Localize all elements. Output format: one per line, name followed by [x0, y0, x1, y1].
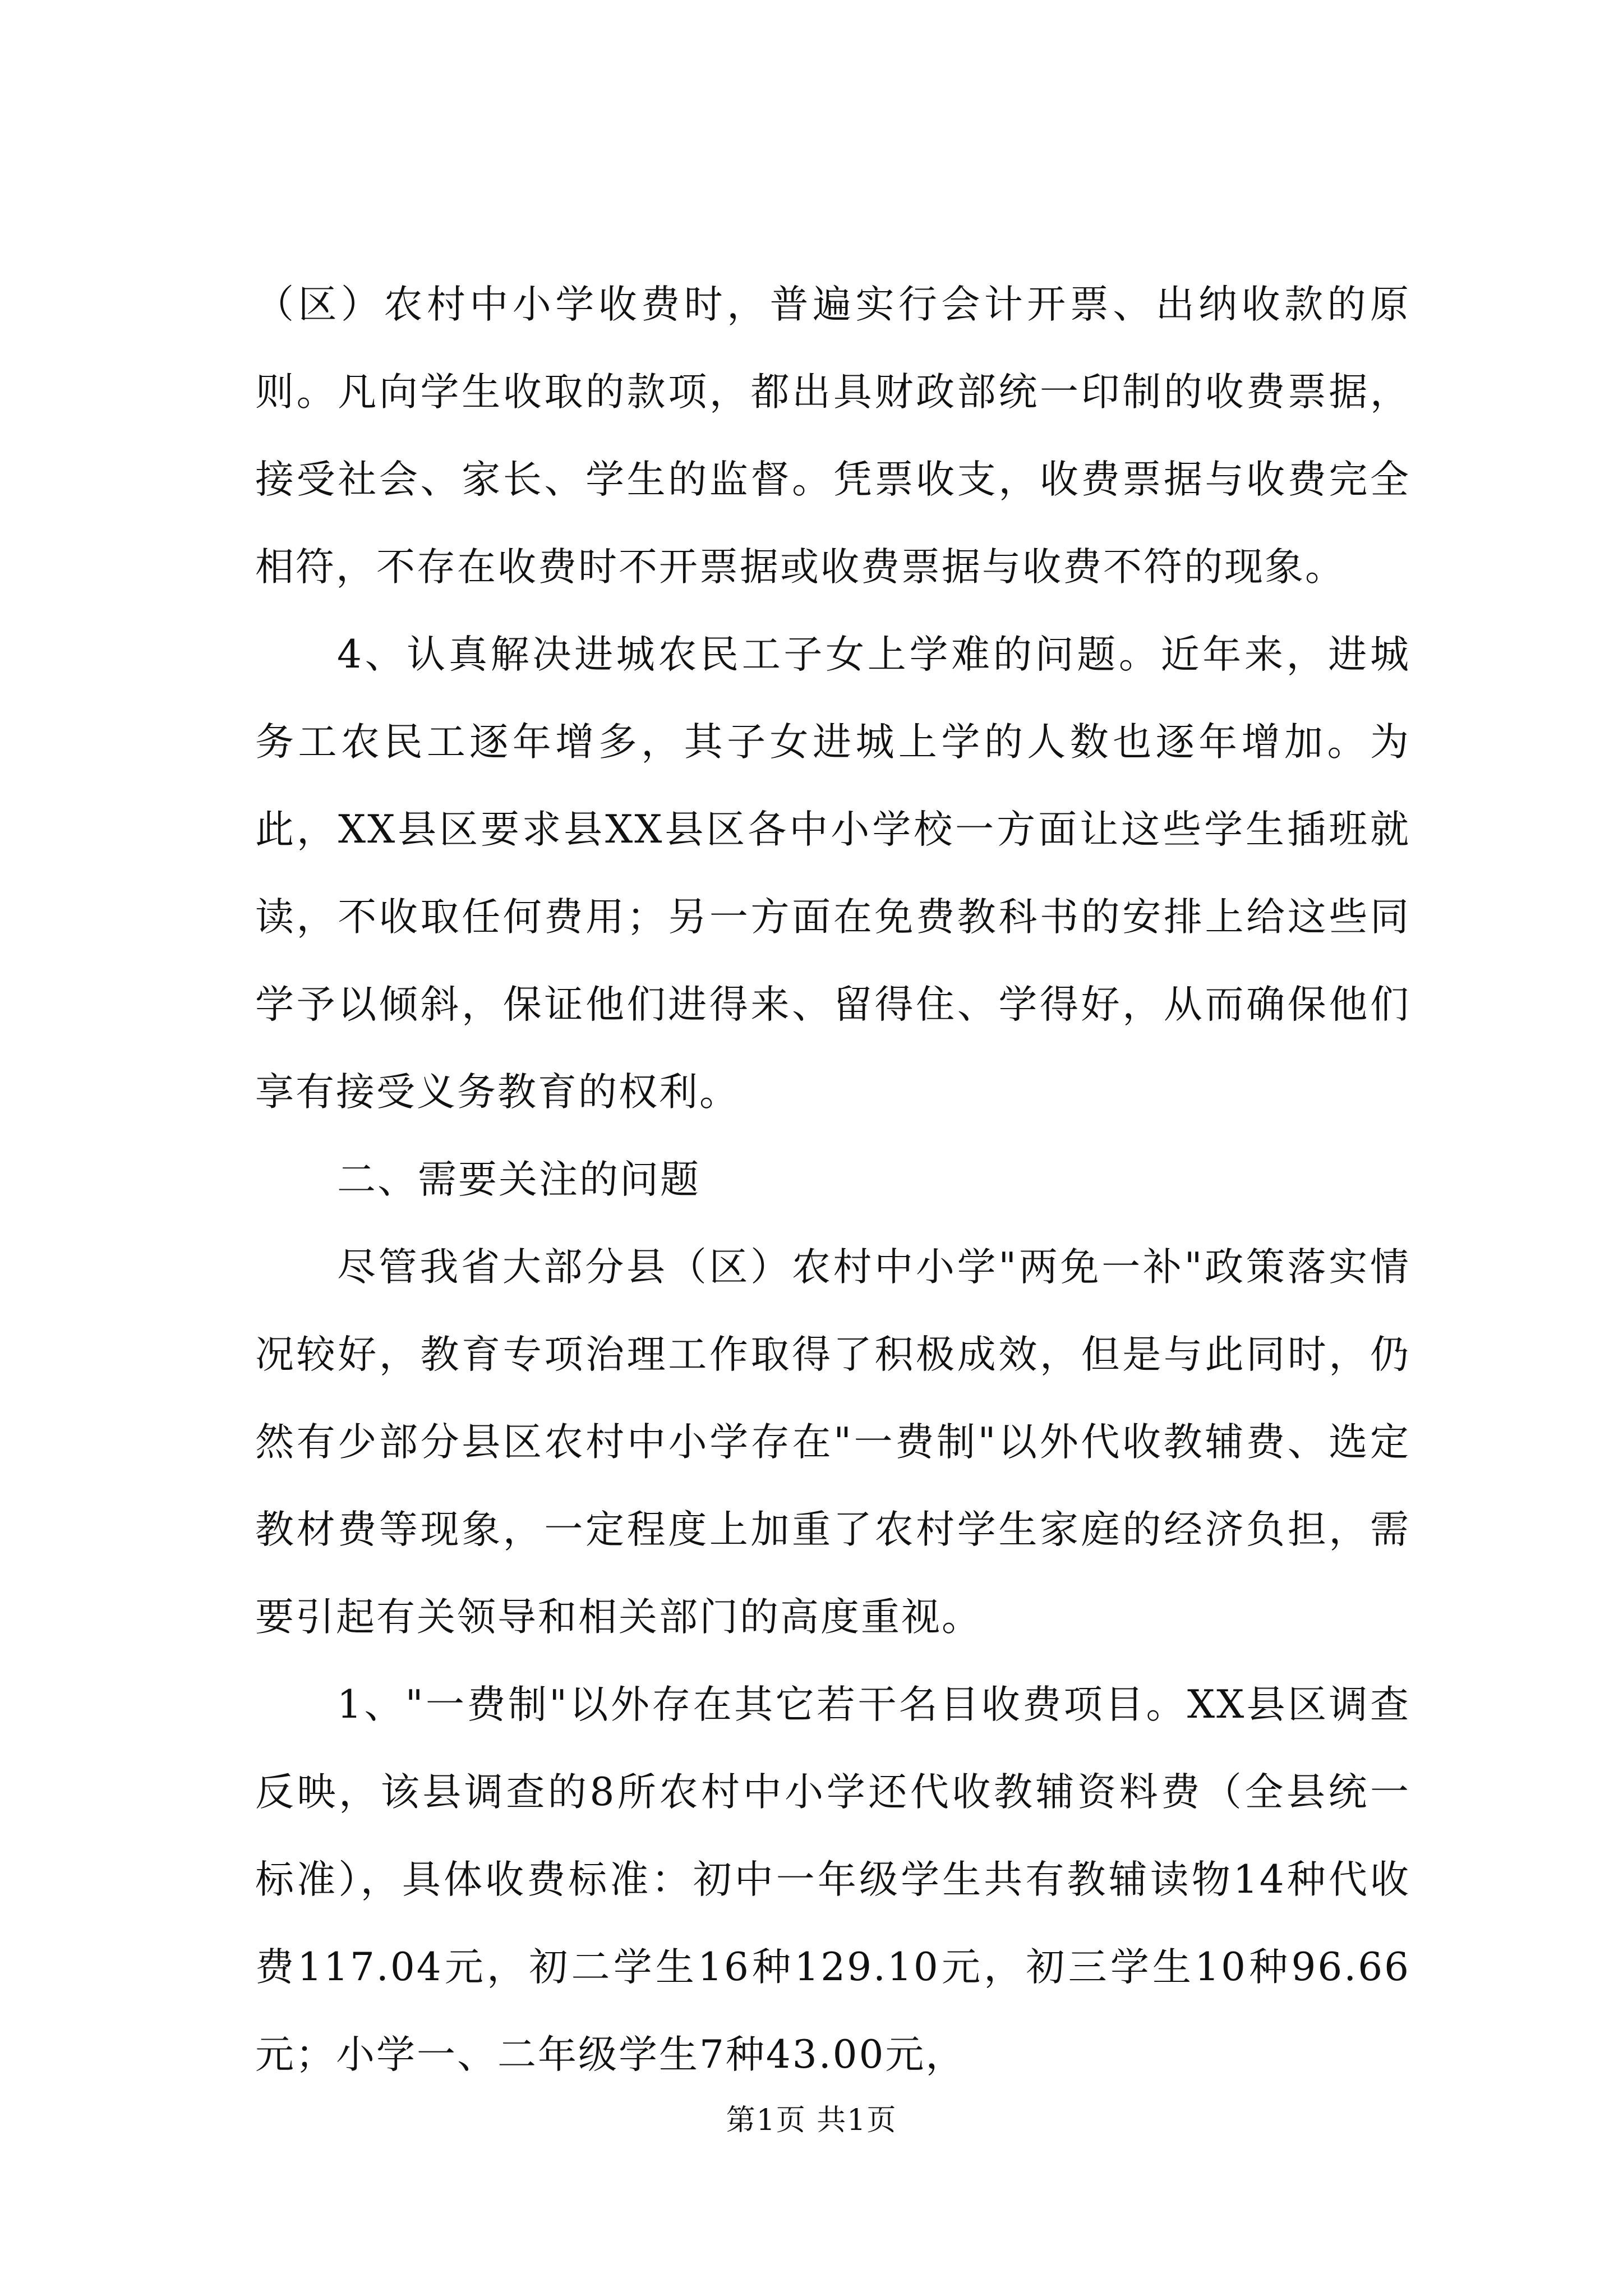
paragraph-issues-overview: 尽管我省大部分县（区）农村中小学"两免一补"政策落实情况较好，教育专项治理工作取得了积极成效，但是与此同时，仍然有少部分县区农村中小学存在"一费制"以外代收教辅费、选定教材费等现象，一定程度上加重了农村学生家庭的经济负担，需要引起有关领导和相关部门的高度重视。 [255, 1245, 1410, 1640]
paragraph-fee-receipts: （区）农村中小学收费时，普遍实行会计开票、出纳收款的原则。凡向学生收取的款项，都出具财政部统一印制的收费票据，接受社会、家长、学生的监督。凭票收支，收费票据与收费完全相符，不存在收费时不开票据或收费票据与收费不符的现象。 [255, 282, 1410, 590]
document-body [255, 261, 1410, 2099]
section-heading-issues: 二、需要关注的问题 [337, 1157, 700, 1202]
paragraph-extra-fees: 1、"一费制"以外存在其它若干名目收费项目。XX县区调查反映，该县调查的8所农村中小学还代收教辅资料费（全县统一标准），具体收费标准：初中一年级学生共有教辅读物14种代收费117.04元，初二学生16种129.10元，初三学生10种96.66元；小学一、二年级学生7种43.00元， [255, 1682, 1410, 2077]
paragraph-migrant-children: 4、认真解决进城农民工子女上学难的问题。近年来，进城务工农民工逐年增多，其子女进城上学的人数也逐年增加。为此，XX县区要求县XX县区各中小学校一方面让这些学生插班就读，不收取任何费用；另一方面在免费教科书的安排上给这些同学予以倾斜，保证他们进得来、留得住、学得好，从而确保他们享有接受义务教育的权利。 [255, 632, 1410, 1115]
page-footer: 第1页 共1页 [726, 2104, 897, 2137]
